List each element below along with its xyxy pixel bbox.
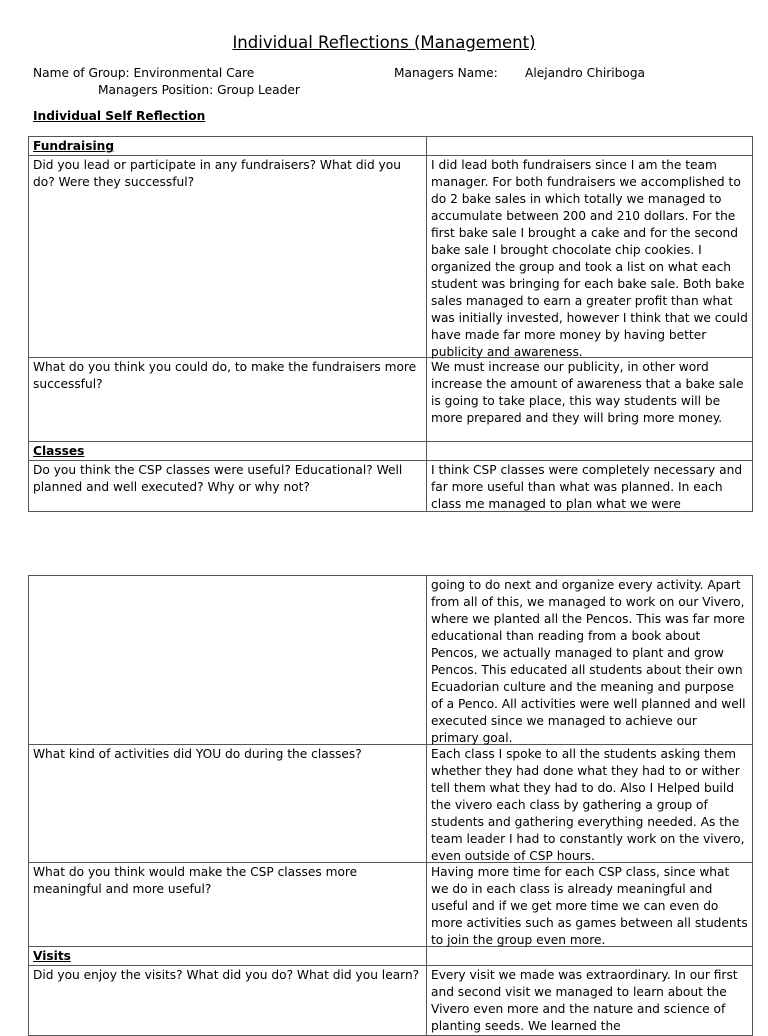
question-cell: What do you think would make the CSP classes more meaningful and more useful? [29,863,427,947]
manager-name-label: Managers Name: [394,66,498,80]
table-row [29,461,753,512]
table-row [29,137,753,156]
answer-cell [427,966,753,1036]
category-classes: Classes [33,444,85,458]
table-row [29,358,753,442]
table-row [29,947,753,966]
question-cell: Do you think the CSP classes were useful? Educational? Well planned and well executed? Why or why not? [29,461,427,512]
category-fundraising: Fundraising [33,139,115,153]
answer-text: I think CSP classes were completely necessary and far more useful than what was planned. In each class me managed to plan what we were [431,463,743,511]
answer-cell [427,358,753,442]
question-cell: Did you lead or participate in any fundraisers? What did you do? Were they successful? [29,156,427,358]
manager-name: Alejandro Chiriboga [525,66,646,80]
table-row [29,442,753,461]
answer-cell [427,461,753,512]
manager-position: Managers Position: Group Leader [98,83,300,97]
answer-text: I did lead both fundraisers since I am the team manager. For both fundraisers we accomplished to do 2 bake sales in which totally we managed to accumulate between 200 and 210 dollars. For the first bake sale I brought a cake and for the second bake sale I brought chocolate chip cookies. I organized the group and took a list on what each student was bringing for each bake sale. Both bake sales managed to earn a greater profit than what was initially invested, however I think that we could have made far more money by having better publicity and awareness. [431,158,748,359]
question-cell: What kind of activities did YOU do during the classes? [29,745,427,863]
table-row [29,863,753,947]
section-heading: Individual Self Reflection [33,109,206,123]
reflection-table-page1 [28,136,753,512]
empty-cell [427,137,753,156]
answer-text: We must increase our publicity, in other word increase the amount of awareness that a bake sale is going to take place, this way students will be more prepared and they will bring more money. [431,360,744,425]
category-cell [29,947,427,966]
category-visits: Visits [33,949,71,963]
answer-cell [427,745,753,863]
empty-cell [29,576,427,745]
category-cell [29,442,427,461]
empty-cell [427,947,753,966]
answer-cell [427,576,753,745]
answer-text: Every visit we made was extraordinary. In our first and second visit we managed to learn about the Vivero even more and the nature and science of planting seeds. We learned the [431,968,738,1033]
answer-text: Having more time for each CSP class, since what we do in each class is already meaningful and useful and if we get more time we can even do more activities such as games between all students to join the group even more. [431,865,748,947]
answer-cell [427,156,753,358]
table-row [29,576,753,745]
answer-text: going to do next and organize every activity. Apart from all of this, we managed to work on our Vivero, where we planted all the Pencos. This was far more educational than reading from a book about Pencos, we actually managed to plant and grow Pencos. This educated all students about their own Ecuadorian culture and the meaning and purpose of a Penco. All activities were well planned and well executed since we managed to achieve our primary goal. [431,578,746,745]
answer-cell [427,863,753,947]
group-name: Name of Group: Environmental Care [33,66,255,80]
table-row [29,745,753,863]
answer-text: Each class I spoke to all the students asking them whether they had done what they had to or wither tell them what they had to do. Also I Helped build the vivero each class by gathering a group of students and gathering everything needed. As the team leader I had to constantly work on the vivero, even outside of CSP hours. [431,747,745,863]
reflection-table-page2 [28,575,753,1036]
document-title: Individual Reflections (Management) [232,33,536,52]
empty-cell [427,442,753,461]
question-cell: Did you enjoy the visits? What did you do? What did you learn? [29,966,427,1036]
table-row [29,966,753,1036]
question-cell: What do you think you could do, to make the fundraisers more successful? [29,358,427,442]
table-row [29,156,753,358]
category-cell [29,137,427,156]
